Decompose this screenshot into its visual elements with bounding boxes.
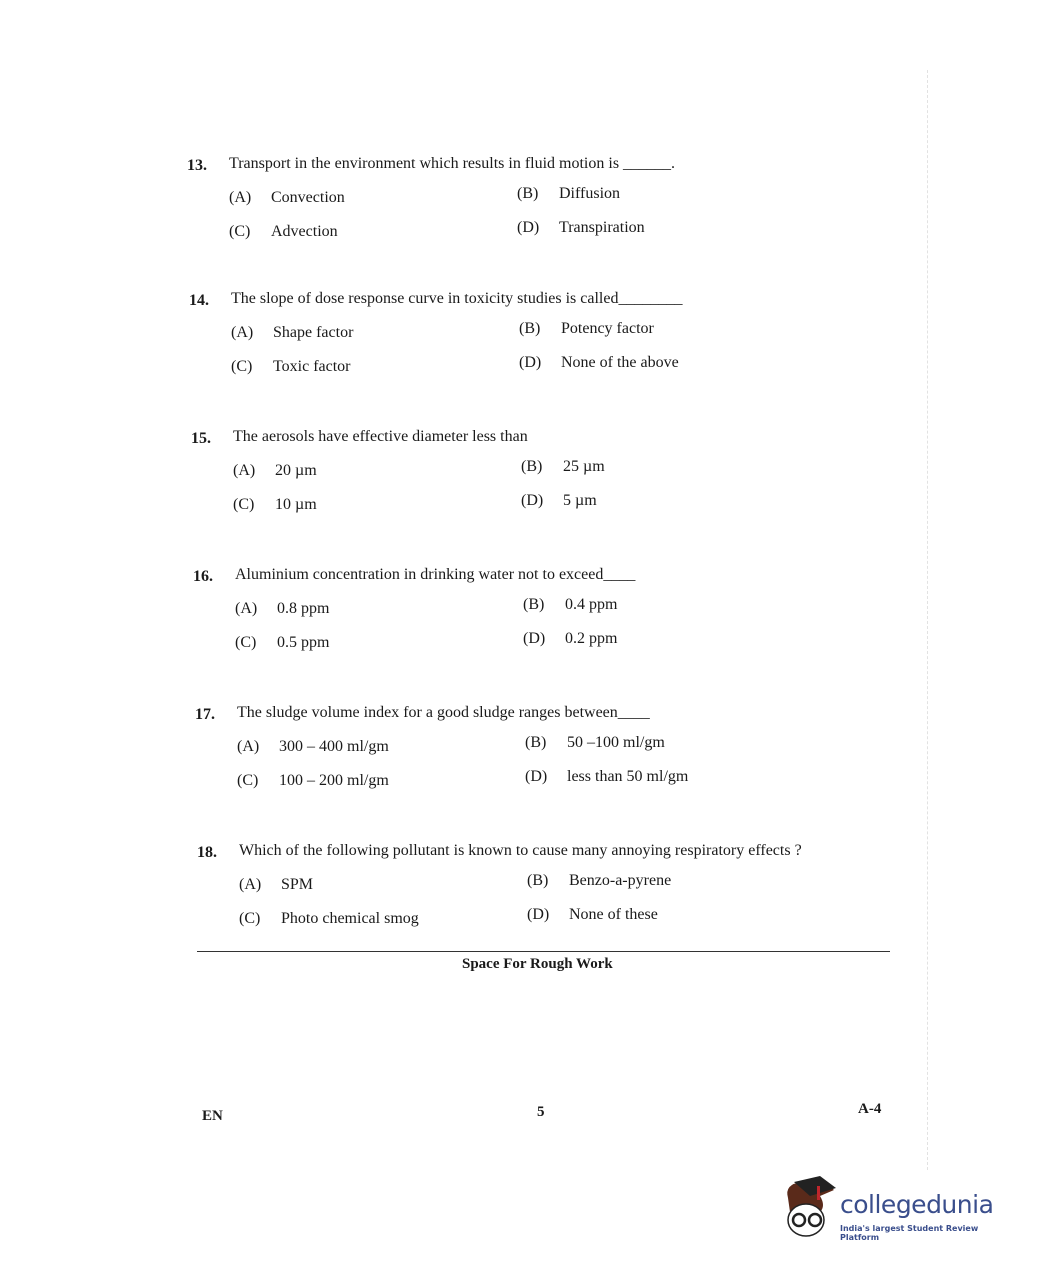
- option-text: 20 µm: [275, 462, 317, 479]
- question-item: [193, 568, 893, 668]
- option-text: 0.4 ppm: [565, 596, 618, 613]
- option-label: (B): [523, 596, 545, 613]
- option-label: (C): [237, 772, 259, 789]
- option-text: less than 50 ml/gm: [567, 768, 689, 785]
- question-number: 17.: [195, 706, 215, 723]
- logo-tagline: India's largest Student Review Platform: [840, 1224, 979, 1242]
- option-label: (C): [229, 223, 251, 240]
- option-d: [519, 354, 679, 372]
- option-text: Toxic factor: [273, 358, 351, 375]
- option-c: [229, 223, 338, 241]
- option-text: Potency factor: [561, 320, 654, 337]
- option-b: [527, 872, 671, 890]
- option-text: None of these: [569, 906, 658, 923]
- option-label: (C): [233, 496, 255, 513]
- question-item: [187, 157, 887, 257]
- question-stem: The aerosols have effective diameter less than: [233, 428, 528, 445]
- option-a: [229, 189, 345, 207]
- question-number: 13.: [187, 157, 207, 174]
- question-number: 16.: [193, 568, 213, 585]
- option-b: [521, 458, 605, 476]
- question-stem: Which of the following pollutant is known to cause many annoying respiratory effects ?: [239, 842, 802, 859]
- question-item: [191, 430, 891, 530]
- option-text: Photo chemical smog: [281, 910, 419, 927]
- option-text: Diffusion: [559, 185, 621, 202]
- option-label: (C): [239, 910, 261, 927]
- option-c: [235, 634, 329, 652]
- option-b: [525, 734, 665, 752]
- footer-language: EN: [202, 1108, 223, 1124]
- option-b: [523, 596, 617, 614]
- option-a: [237, 738, 389, 756]
- question-stem: Transport in the environment which results in fluid motion is ______.: [229, 155, 676, 172]
- option-text: 300 – 400 ml/gm: [279, 738, 389, 755]
- option-label: (A): [239, 876, 262, 893]
- option-label: (B): [519, 320, 541, 337]
- option-a: [239, 876, 313, 894]
- option-d: [523, 630, 617, 648]
- option-label: (C): [235, 634, 257, 651]
- option-d: [517, 219, 645, 237]
- option-c: [239, 910, 419, 928]
- option-label: (D): [519, 354, 542, 371]
- option-text: Transpiration: [559, 219, 645, 236]
- option-text: Convection: [271, 189, 345, 206]
- option-label: (D): [525, 768, 548, 785]
- option-text: Advection: [271, 223, 338, 240]
- option-text: 10 µm: [275, 496, 317, 513]
- option-d: [527, 906, 658, 924]
- option-label: (A): [229, 189, 252, 206]
- option-text: 0.8 ppm: [277, 600, 330, 617]
- option-d: [521, 492, 597, 510]
- question-number: 18.: [197, 844, 217, 861]
- option-label: (D): [527, 906, 550, 923]
- option-a: [235, 600, 329, 618]
- option-c: [231, 358, 351, 376]
- option-a: [233, 462, 317, 480]
- question-stem: Aluminium concentration in drinking water not to exceed____: [235, 566, 636, 583]
- rough-work-heading: Space For Rough Work: [462, 956, 613, 972]
- option-text: 0.2 ppm: [565, 630, 618, 647]
- question-stem: The slope of dose response curve in toxicity studies is called________: [231, 290, 683, 307]
- question-stem: The sludge volume index for a good sludge ranges between____: [237, 704, 650, 721]
- option-label: (B): [525, 734, 547, 751]
- option-label: (B): [517, 185, 539, 202]
- option-text: SPM: [281, 876, 314, 893]
- question-item: [197, 844, 897, 944]
- option-label: (D): [521, 492, 544, 509]
- scan-edge: [927, 70, 928, 1170]
- collegedunia-logo: [780, 1176, 1010, 1246]
- option-d: [525, 768, 688, 786]
- divider: [197, 951, 890, 952]
- option-label: (A): [231, 324, 254, 341]
- question-number: 15.: [191, 430, 211, 447]
- option-text: Benzo-a-pyrene: [569, 872, 672, 889]
- option-text: 5 µm: [563, 492, 597, 509]
- option-text: 100 – 200 ml/gm: [279, 772, 389, 789]
- option-label: (A): [235, 600, 258, 617]
- option-c: [237, 772, 389, 790]
- option-label: (B): [521, 458, 543, 475]
- option-label: (A): [233, 462, 256, 479]
- option-text: 0.5 ppm: [277, 634, 330, 651]
- question-item: [195, 706, 895, 806]
- option-b: [519, 320, 654, 338]
- question-item: [189, 292, 889, 392]
- option-label: (A): [237, 738, 260, 755]
- option-label: (D): [523, 630, 546, 647]
- page-number: 5: [537, 1104, 545, 1120]
- option-a: [231, 324, 353, 342]
- option-text: Shape factor: [273, 324, 354, 341]
- paper-code: A-4: [858, 1101, 882, 1117]
- option-label: (D): [517, 219, 540, 236]
- option-text: None of the above: [561, 354, 679, 371]
- option-c: [233, 496, 317, 514]
- logo-wordmark: collegedunia: [840, 1190, 994, 1219]
- mascot-icon: [780, 1176, 838, 1242]
- option-label: (B): [527, 872, 549, 889]
- option-label: (C): [231, 358, 253, 375]
- question-number: 14.: [189, 292, 209, 309]
- option-text: 25 µm: [563, 458, 605, 475]
- option-b: [517, 185, 620, 203]
- option-text: 50 –100 ml/gm: [567, 734, 665, 751]
